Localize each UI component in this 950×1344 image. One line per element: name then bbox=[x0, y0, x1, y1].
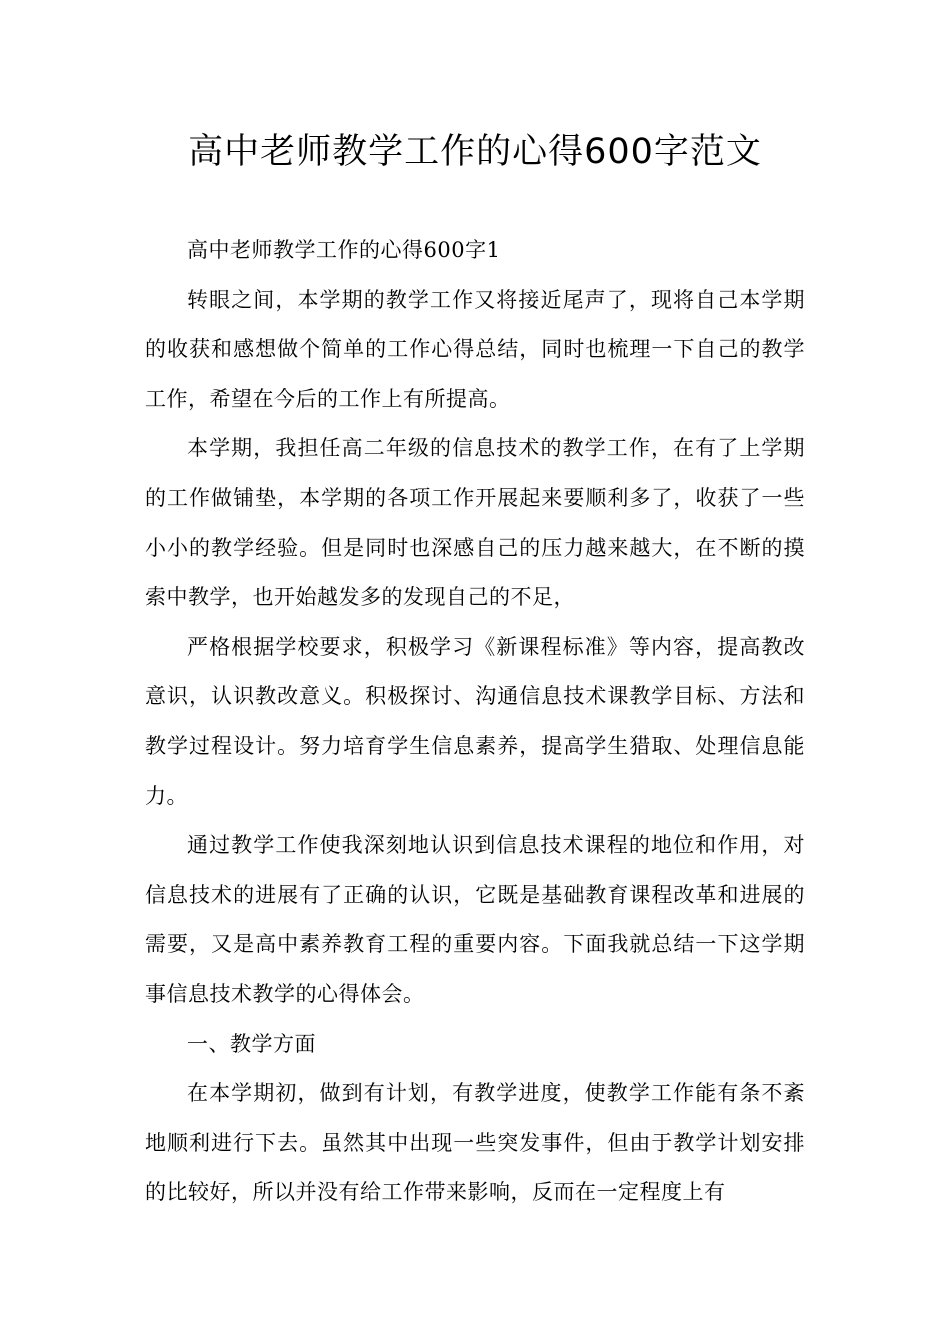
document-title: 高中老师教学工作的心得600字范文 bbox=[188, 132, 762, 172]
paragraph: 严格根据学校要求，积极学习《新课程标准》等内容，提高教改意识，认识教改意义。积极探讨、沟通信息技术课教学目标、方法和教学过程设计。努力培育学生信息素养，提高学生猎取、处理信息能力。 bbox=[145, 634, 805, 808]
document-body bbox=[145, 226, 805, 1218]
paragraph: 在本学期初，做到有计划，有教学进度，使教学工作能有条不紊地顺利进行下去。虽然其中出现一些突发事件，但由于教学计划安排的比较好，所以并没有给工作带来影响，反而在一定程度上有 bbox=[145, 1081, 805, 1205]
paragraph: 本学期，我担任高二年级的信息技术的教学工作，在有了上学期的工作做铺垫，本学期的各项工作开展起来要顺利多了，收获了一些小小的教学经验。但是同时也深感自己的压力越来越大，在不断的摸索中教学，也开始越发多的发现自己的不足， bbox=[145, 436, 805, 610]
section-heading: 一、教学方面 bbox=[187, 1031, 316, 1056]
paragraph: 转眼之间，本学期的教学工作又将接近尾声了，现将自己本学期的收获和感想做个简单的工作心得总结，同时也梳理一下自己的教学工作，希望在今后的工作上有所提高。 bbox=[145, 287, 805, 411]
paragraph: 通过教学工作使我深刻地认识到信息技术课程的地位和作用，对信息技术的进展有了正确的认识，它既是基础教育课程改革和进展的需要，又是高中素养教育工程的重要内容。下面我就总结一下这学期事信息技术教学的心得体会。 bbox=[145, 833, 805, 1006]
section-heading: 高中老师教学工作的心得600字1 bbox=[187, 238, 501, 262]
